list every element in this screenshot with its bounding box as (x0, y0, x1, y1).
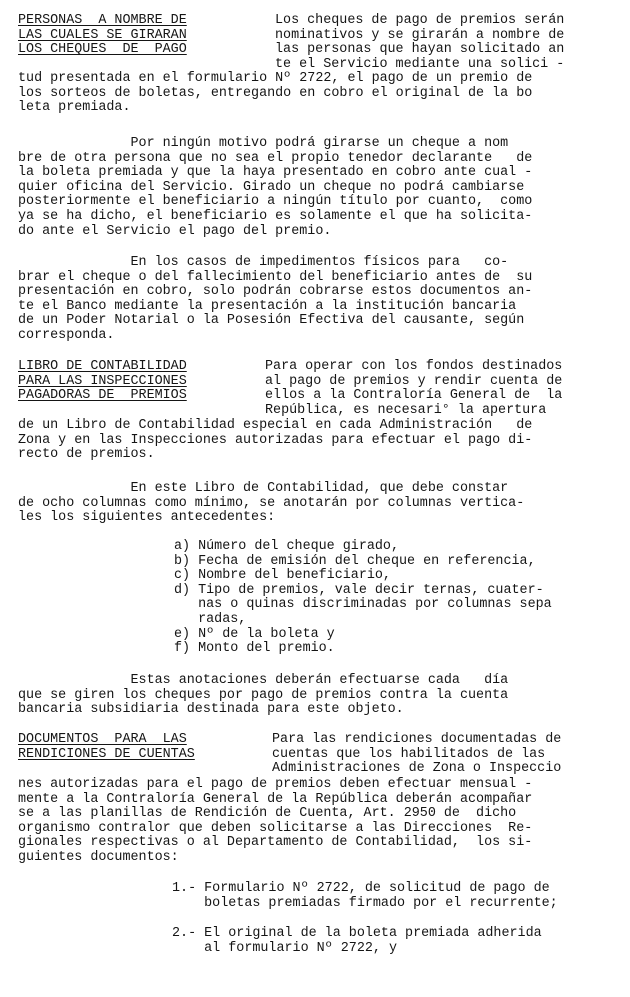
text-line: te el Banco mediante la presentación a la institución bancaria (18, 298, 517, 314)
text-line: de un Poder Notarial o la Posesión Efectiva del causante, según (18, 313, 525, 329)
documentos-list (172, 882, 617, 956)
list-item-line: boletas premiadas firmado por el recurrente; (172, 895, 558, 911)
list-item (174, 584, 614, 628)
text-line: se a las planillas de Rendición de Cuenta, Art. 2950 de dicho (18, 806, 517, 822)
section2-continuation (18, 419, 608, 463)
list-item (174, 555, 614, 570)
list-item (172, 882, 617, 911)
text-line: la boleta premiada y que la haya presentado en cobro ante cual - (18, 165, 533, 181)
text-line: Administraciones de Zona o Inspeccio (272, 761, 562, 777)
text-line: PAGADORAS DE PREMIOS (18, 388, 187, 404)
section3-continuation (18, 778, 608, 866)
text-line: al pago de premios y rendir cuenta de (265, 373, 563, 389)
list-item-line: 1.- Formulario Nº 2722, de solicitud de pago de (172, 881, 550, 896)
text-line: presentación en cobro, solo podrán cobrarse estos documentos an- (18, 284, 533, 300)
list-item-line: a) Número del cheque girado, (174, 539, 399, 554)
text-line: leta premiada. (18, 100, 131, 116)
paragraph-libro-columnas (18, 482, 608, 526)
text-line: LAS CUALES SE GIRARAN (18, 27, 187, 43)
text-line: PARA LAS INSPECCIONES (18, 373, 187, 389)
list-item-line: f) Monto del premio. (174, 641, 335, 657)
section3-intro (272, 733, 617, 777)
text-line: las personas que hayan solicitado an (275, 42, 565, 58)
list-item-line: c) Nombre del beneficiario, (174, 568, 391, 584)
text-line: guientes documentos: (18, 849, 179, 865)
text-line: gionales respectivas o al Departamento de Contabilidad, los si- (18, 835, 533, 851)
text-line: nes autorizadas para el pago de premios deben efectuar mensual - (18, 777, 533, 792)
antecedentes-list (174, 540, 614, 657)
text-line: Los cheques de pago de premios serán (275, 13, 565, 28)
text-line: de ocho columnas como mínimo, se anotarán por columnas vertica- (18, 495, 525, 511)
text-line: cuentas que los habilitados de las (272, 746, 546, 762)
text-line: ellos a la Contraloría General de la (265, 388, 563, 404)
text-line: ya se ha dicho, el beneficiario es solamente el que ha solicita- (18, 208, 533, 224)
text-line: Estas anotaciones deberán efectuarse cada día (18, 673, 509, 688)
text-line: Por ningún motivo podrá girarse un cheque a nom (18, 136, 509, 151)
text-line: nominativos y se girarán a nombre de (275, 27, 565, 43)
heading-libro-contabilidad (18, 360, 233, 404)
section1-intro (275, 14, 620, 72)
text-line: posteriormente el beneficiario a ningún título por cuanto, como (18, 194, 533, 210)
list-item (172, 927, 617, 956)
heading-documentos-rendiciones (18, 733, 233, 762)
list-item (174, 642, 614, 657)
text-line: mente a la Contraloría General de la República deberán acompañar (18, 791, 533, 807)
paragraph-ningun-motivo (18, 137, 608, 239)
text-line: LIBRO DE CONTABILIDAD (18, 359, 187, 374)
text-line: recto de premios. (18, 447, 155, 463)
text-line: PERSONAS A NOMBRE DE (18, 13, 187, 28)
list-item (174, 628, 614, 643)
text-line: Para operar con los fondos destinados (265, 359, 563, 374)
text-line: que se giren los cheques por pago de premios contra la cuenta (18, 687, 509, 703)
text-line: brar el cheque o del fallecimiento del beneficiario antes de su (18, 269, 533, 285)
section2-intro (265, 360, 610, 418)
list-item-line: e) Nº de la boleta y (174, 626, 335, 642)
text-line: quier oficina del Servicio. Girado un cheque no podrá cambiarse (18, 179, 525, 195)
text-line: organismo contralor que deben solicitarse a las Direcciones Re- (18, 820, 533, 836)
text-line: RENDICIONES DE CUENTAS (18, 746, 195, 762)
text-line: DOCUMENTOS PARA LAS (18, 732, 187, 747)
list-item-line: radas, (174, 611, 247, 627)
paragraph-anotaciones (18, 674, 608, 718)
text-line: te el Servicio mediante una solici - (275, 56, 565, 72)
text-line: tud presentada en el formulario Nº 2722, el pago de un premio de (18, 71, 533, 86)
text-line: bre de otra persona que no sea el propio tenedor declarante de (18, 150, 533, 166)
list-item-line: d) Tipo de premios, vale decir ternas, cuater- (174, 582, 544, 598)
list-item-line: al formulario Nº 2722, y (172, 940, 397, 956)
text-line: les los siguientes antecedentes: (18, 510, 276, 526)
text-line: En los casos de impedimentos físicos para co- (18, 255, 509, 270)
text-line: bancaria subsidiaria destinada para este objeto. (18, 702, 404, 718)
list-item-line: 2.- El original de la boleta premiada adherida (172, 926, 542, 942)
text-line: República, es necesari° la apertura (265, 402, 547, 418)
text-line: Zona y en las Inspecciones autorizadas para efectuar el pago di- (18, 432, 533, 448)
section1-continuation (18, 72, 608, 116)
list-item (174, 569, 614, 584)
list-item-line: nas o quinas discriminadas por columnas sepa (174, 597, 552, 613)
text-line: los sorteos de boletas, entregando en cobro el original de la bo (18, 85, 533, 101)
text-line: de un Libro de Contabilidad especial en cada Administración de (18, 418, 533, 433)
heading-personas (18, 14, 233, 58)
text-line: do ante el Servicio el pago del premio. (18, 223, 332, 239)
list-item-line: b) Fecha de emisión del cheque en referencia, (174, 553, 536, 569)
paragraph-impedimentos (18, 256, 608, 344)
text-line: Para las rendiciones documentadas de (272, 732, 562, 747)
list-item (174, 540, 614, 555)
text-line: En este Libro de Contabilidad, que debe constar (18, 481, 509, 496)
text-line: corresponda. (18, 327, 115, 343)
text-line: LOS CHEQUES DE PAGO (18, 42, 187, 58)
